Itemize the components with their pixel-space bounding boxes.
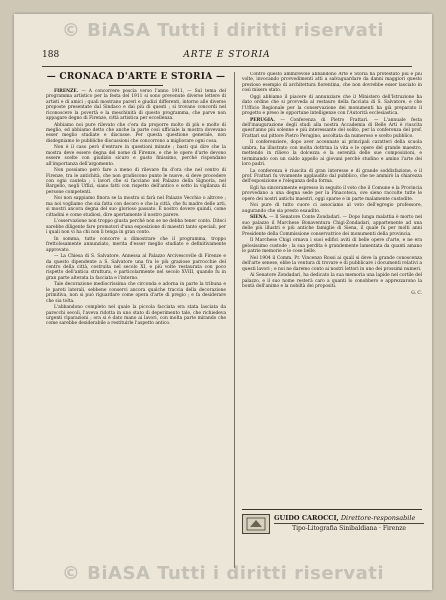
director-name: GUIDO CAROCCI,	[274, 514, 339, 522]
paragraph: Il conferenziere, dopo aver accennato ai principali caratteri della scuola umbra, ha illustrato con molta dottrina la vita e le opere del grande maestro, mettendo in rilievo la dolcezza e la serenità delle sue composizioni, e terminando con un caldo appello ai giovani perchè studino e amino l'arte dei loro padri.	[242, 140, 422, 168]
run-in-heading: SIENA.	[250, 215, 268, 221]
right-column	[242, 72, 422, 504]
running-title: ARTE E STORIA	[183, 50, 271, 60]
paragraph: SIENA. — Il Senatore Conte Zondadari. — Dopo lunga malattia è morto nel suo palazzo il Marchese Bonaventura Chigi-Zondadari, appartenente ad una delle più illustri e più antiche famiglie di Siena, il quale fu per molti anni Presidente della Commissione conservatrice dei monumenti della provincia.	[242, 215, 422, 237]
ornament-icon	[246, 517, 266, 531]
printer-mark	[242, 514, 270, 534]
document-page	[14, 14, 432, 590]
paragraph: Non è il caso però d'entrare in questioni minute ; basti qui dire che la mostra deve essere degna del nome di Firenze, e che le opere d'arte devono essere scelte con giudizio sicuro e gusto finissimo, perché rispondano all'importanza dell'argomento.	[46, 145, 226, 167]
paragraph: PERUGIA. — Conferenza di Pietro Frattari. — L'annuale festa dell'inaugurazione degli studi alla nostra Accademia di Belle Arti è riuscita quest'anno più solenne e più interessante del solito, per la conferenza del prof. Frattari sul pittore Pietro Perugino, ascoltata da numeroso e scelto pubblico.	[242, 117, 422, 139]
colophon-divider	[274, 523, 424, 524]
signature: G. C.	[411, 290, 422, 296]
header-rule	[42, 66, 412, 67]
colophon	[274, 514, 424, 533]
page-number: 188	[42, 50, 60, 60]
left-column	[46, 72, 226, 572]
column-divider	[234, 72, 235, 568]
title-rule	[109, 85, 163, 86]
paragraph: La conferenza è riuscita di gran interesse e di grande soddisfazione, e il prof. Frattari fu vivamente applaudito dal pubblico, che ne ammirò la chiarezza dell'esposizione e l'eleganza della forma.	[242, 168, 422, 185]
paragraph: Tale decorazione mediocrissima che circonda e adorna in parte la tribuna e le pareti laterali, sebbene conservi ancora qualche traccia della decorazione primitiva, non si può riguardare come opera d'arte di pregio ; e fa desiderare che sia tolta.	[46, 282, 226, 304]
paragraph: Contro questo ammirevole abbandono Arte e Storia ha protestato più e più volte, invocando provvedimenti atti a salvaguardare da danni maggiori questo prezioso esempio di architettura fiorentina, che non dovrebbe esser lasciato in così misero stato.	[242, 72, 422, 94]
paragraph: Noi pure di tutto cuore ci associamo al voto dell'egregio professore, augurando che sia presto esaudito.	[242, 203, 422, 214]
printer-line: Tipo-Litografia Sinibaldiana · Firenze	[292, 525, 406, 532]
paragraph: — La Chiesa di S. Salvatore. Annessa al Palazzo Arcivescovile di Firenze e da questo dipendente a S. Salvatore una fra le più graziose parrocchie del centro della città, costruita nel secolo XI, e più volte restaurata con poco rispetto dell'antica struttura, e particolarmente nel secolo XVIII, quando fu in gran parte alterata la facciata e l'interno.	[46, 254, 226, 281]
paragraph: Oggi abbiamo il piacere di annunziare che il Ministero dell'Istruzione ha dato ordine che si provveda al restauro della facciata di S. Salvatore, e che l'Ufficio Regionale per la conservazione dei monumenti ha già preparato il progetto e preso le opportune intelligenze con l'Autorità ecclesiastica.	[242, 94, 422, 117]
section-title: — CRONACA D'ARTE E STORIA —	[46, 72, 226, 82]
paragraph: Noi non sappiamo finora se la mostra si farà nel Palazzo Vecchio o altrove ; ma noi vogliamo che sia fatta con decoro e che la città, che fu madre delle arti, si mostri ancora degna del suo glorioso passato. È nostro dovere quindi, come cittadini e come studiosi, dire apertamente il nostro parere.	[46, 196, 226, 218]
run-in-heading: FIRENZE.	[54, 89, 79, 94]
watermark-bottom: © BiASA Tutti i diritti riservati	[61, 563, 385, 584]
paragraph: In somma, tutto concorre a dimostrare che il programma, troppo frettolosamente annunziato, merita d'esser meglio studiato e definitivamente approvato.	[46, 236, 226, 253]
paragraph: Egli ha sinceramente espresso in seguito il voto che il Comune e la Provincia provvedano a una degna sede per la Pinacoteca, ove sieno raccolte tutte le opere dei nostri antichi maestri, oggi sparse e in parte malamente custodite.	[242, 186, 422, 202]
run-in-heading: PERUGIA.	[250, 117, 275, 123]
director-role: Direttore-responsabile	[340, 514, 416, 522]
paragraph: Ai Senatore Zondadari, ha dedicato la sua memoria una lapide nel cortile del palazzo, e il suo nome resterà caro a quanti lo conobbero e apprezzarono la bontà dell'animo e la nobiltà dei propositi.	[242, 273, 422, 289]
colophon-rule	[242, 509, 422, 510]
paragraph: FIRENZE. — A concorrere poscia verso l'anno 1911, — Sul tema del programma artistico per la festa del 1911 si sono prevenute diverse lettere di artisti e di amici ; quali mostrano pareri e giudizi differenti, intorno alle diverse proposte presentate dal Sindaco e dai più di questi ; si trovano concordi nel riconoscere la povertà e la meschinità di questo programma, che parve non appagare degno di Firenze, città artistica per eccellenza.	[46, 89, 226, 122]
paragraph: L'osservazione non troppo giusta perchè non se ne debba tener conto. Diteci sarebbe diligente fare promotori d'una esposizione di maestri tanto speciali, per i quali non vi ha chi non li tenga in gran conto.	[46, 219, 226, 236]
watermark-top: © BiASA Tutti i diritti riservati	[61, 20, 385, 41]
paragraph: Non possiamo però fare a meno di rilevare fin d'ora che nel centro di Firenze, tra le antichità, che non gradiscono punto le nuove, si deve procedere con ogni cautela ; i lavori che si facciano nel Palazzo della Signoria, nel Bargello, negli Uffizi, siano fatti con rispetto dell'antico e sotto la vigilanza di persone competenti.	[46, 168, 226, 195]
paragraph: Nel 1904 il Comm. Pr. Vincenzo Rossi ai quali si deve la grande conoscenza dell'arte senese, ebbe la ventura di trovare e di pubblicare i documenti relativi a questi lavori ; e noi ne daremo conto ai nostri lettori in uno dei prossimi numeri.	[242, 255, 422, 272]
page-header	[42, 50, 412, 64]
paragraph: Il Marchese Chigi ornava i suoi edifici aviti di belle opere d'arte, e ne era gelosissimo custode ; la sua perdita è grandemente lamentata da quanti amano le patrie memorie e le cose belle.	[242, 238, 422, 255]
paragraph: Abbiamo noi pure rilevato che c'era da proporre molto di più e molto di meglio, ed abbiamo detto che anche la parte così ufficiale la mostra dovevano esser meglio studiate e discusse. Per questa questione generale, non disdegniamo le pubbliche discussioni che concorrono a migliorare ogni cosa.	[46, 122, 226, 144]
paragraph: L'abbandono completo nel quale la piccola facciata era stata lasciata da parecchi secoli, l'aveva ridotta in uno stato di deperimento tale, che richiedeva urgenti riparazioni ; ora si è dato mano ai lavori, con molta parte mirando che come sarebbe desiderabile a restituirle l'aspetto antico.	[46, 305, 226, 327]
